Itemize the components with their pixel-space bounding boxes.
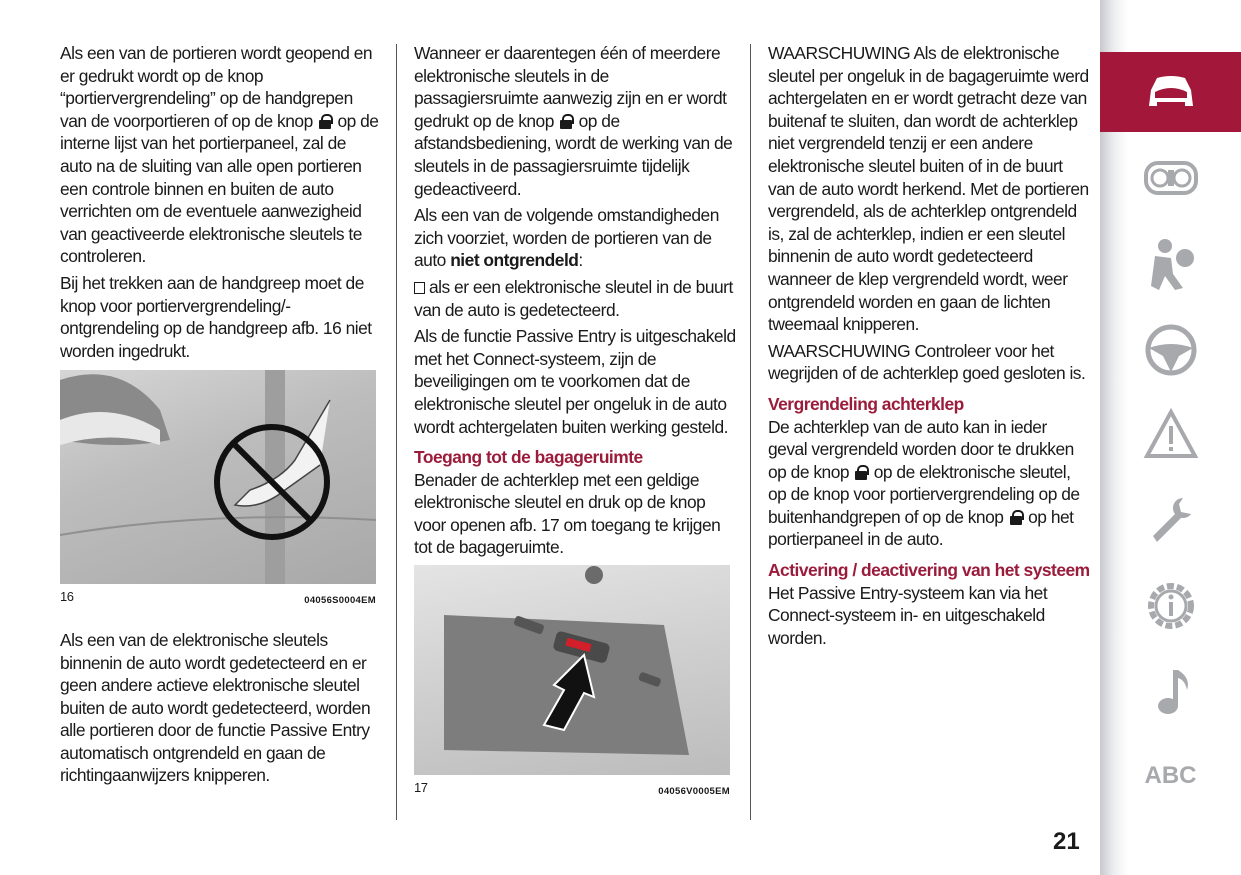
text: De achterklep van de auto kan in ieder geval vergrendeld worden door te drukken op de knop [768,416,1074,482]
chapter-sidebar [1100,0,1241,875]
gear-info-icon [1143,578,1199,634]
nav-dashboard[interactable] [1100,138,1241,218]
nav-multimedia[interactable] [1100,652,1241,732]
column-1 [60,42,382,791]
page-number: 21 [1053,828,1080,855]
paragraph: Het Passive Entry-systeem kan via het Connect-systeem in- en uitgeschakeld worden. [768,582,1048,648]
text: als er een elektronische sleutel in de buurt van de auto is gedetecteerd. [414,276,733,320]
figure-code: 04056V0005EM [658,786,730,798]
text: : [578,250,583,271]
car-icon [1143,72,1199,112]
lock-icon [1010,510,1022,525]
paragraph: Als de functie Passive Entry is uitgeschakeld met het Connect-systeem, zijn de beveiligingen om te voorkomen dat de elektronische sleutel per ongeluk in de auto wordt achtergelaten buiten werking gesteld. [414,326,736,437]
column-2 [414,42,736,804]
bullet-item [414,276,736,321]
paragraph [414,204,736,272]
checkbox-bullet-icon [414,282,425,294]
lock-icon [560,114,572,129]
text: op de elektronische sleutel, op de knop voor portiervergrendeling op de buitenhandgrepen of op de knop [768,461,1080,527]
warning-paragraph: WAARSCHUWING Controleer voor het wegrijden of de achterklep goed gesloten is. [768,340,1086,384]
nav-maintenance[interactable] [1100,480,1241,560]
steering-wheel-icon [1143,322,1199,378]
wrench-icon [1143,492,1199,548]
tailgate-illustration [414,565,730,775]
emphasis: niet ontgrendeld [450,250,579,271]
nav-vehicle[interactable] [1100,52,1241,132]
index-label: ABC [1144,762,1197,789]
paragraph: Als een van de elektronische sleutels binnenin de auto wordt gedetecteerd en er geen andere actieve elektronische sleutel buiten de auto wordt gedetecteerd, worden alle portieren door de functie Passive Entry automatisch ontgrendeld en gaan de richtingaanwijzers knipperen. [60,629,371,786]
nav-index[interactable] [1100,736,1241,816]
section-heading: Activering / deactivering van het systeem [768,560,1090,581]
warning-paragraph: WAARSCHUWING Als de elektronische sleutel per ongeluk in de bagageruimte werd achtergelaten en er wordt getracht deze van buitenaf te sluiten, dan wordt de achterklep niet vergrendeld tenzij er een andere elektronische sleutel buiten of in de buurt van de auto wordt herkend. Met de portieren vergrendeld, als de achterklep ontgrendeld is, zal de achterklep, indien er een sleutel binnenin de auto wordt gedetecteerd wanneer de klep vergrendeld wordt, weer ontgrendeld worden en gaan de lichten tweemaal knipperen. [768,43,1089,335]
text: Als een van de portieren wordt geopend en er gedrukt wordt op de knop “portiervergrendeling” op de handgrepen van de voorportieren of op de knop [60,43,373,131]
nav-safety[interactable] [1100,224,1241,304]
paragraph: Bij het trekken aan de handgreep moet de knop voor portiervergrendeling/-ontgrendeling op de handgreep afb. 16 niet worden ingedrukt. [60,272,372,361]
nav-driving[interactable] [1100,310,1241,390]
column-3 [768,42,1090,653]
text: op de afstandsbediening, wordt de werking van de sleutels in de passagiersruimte tijdelijk gedeactiveerd. [414,110,733,199]
column-divider [396,44,397,820]
text: Wanneer er daarentegen één of meerdere elektronische sleutels in de passagiersruimte aanwezig zijn en er wordt gedrukt op de knop [414,43,727,131]
music-note-icon [1143,664,1199,720]
figure-code: 04056S0004EM [304,595,376,607]
warning-triangle-icon [1143,406,1199,462]
figure-number: 17 [414,780,428,796]
section-heading: Toegang tot de bagageruimte [414,447,643,468]
lock-icon [319,114,331,129]
nav-emergency[interactable] [1100,394,1241,474]
section-heading: Vergrendeling achterklep [768,393,964,414]
text: Als een van de volgende omstandigheden zich voorziet, worden de portieren van de auto [414,205,719,271]
door-handle-illustration [60,370,376,584]
figure-number: 16 [60,589,74,605]
gauges-icon [1143,158,1199,198]
airbag-person-icon [1143,236,1199,292]
text: op het portierpaneel in de auto. [768,506,1074,550]
column-divider [750,44,751,820]
figure-17-tailgate [414,565,730,775]
paragraph [414,42,736,200]
lock-icon [855,465,867,480]
figure-16-door-handle [60,370,376,584]
text: op de interne lijst van het portierpaneel, zal de auto na de sluiting van alle open portieren een controle binnen en buiten de auto verrichten om de eventuele aanwezigheid van geactiveerde elektronische sleutels te controleren. [60,110,379,267]
paragraph: Benader de achterklep met een geldige elektronische sleutel en druk op de knop voor openen afb. 17 om toegang te krijgen tot de bagageruimte. [414,469,721,558]
paragraph [768,416,1090,552]
nav-technical-data[interactable] [1100,566,1241,646]
paragraph [60,42,382,268]
